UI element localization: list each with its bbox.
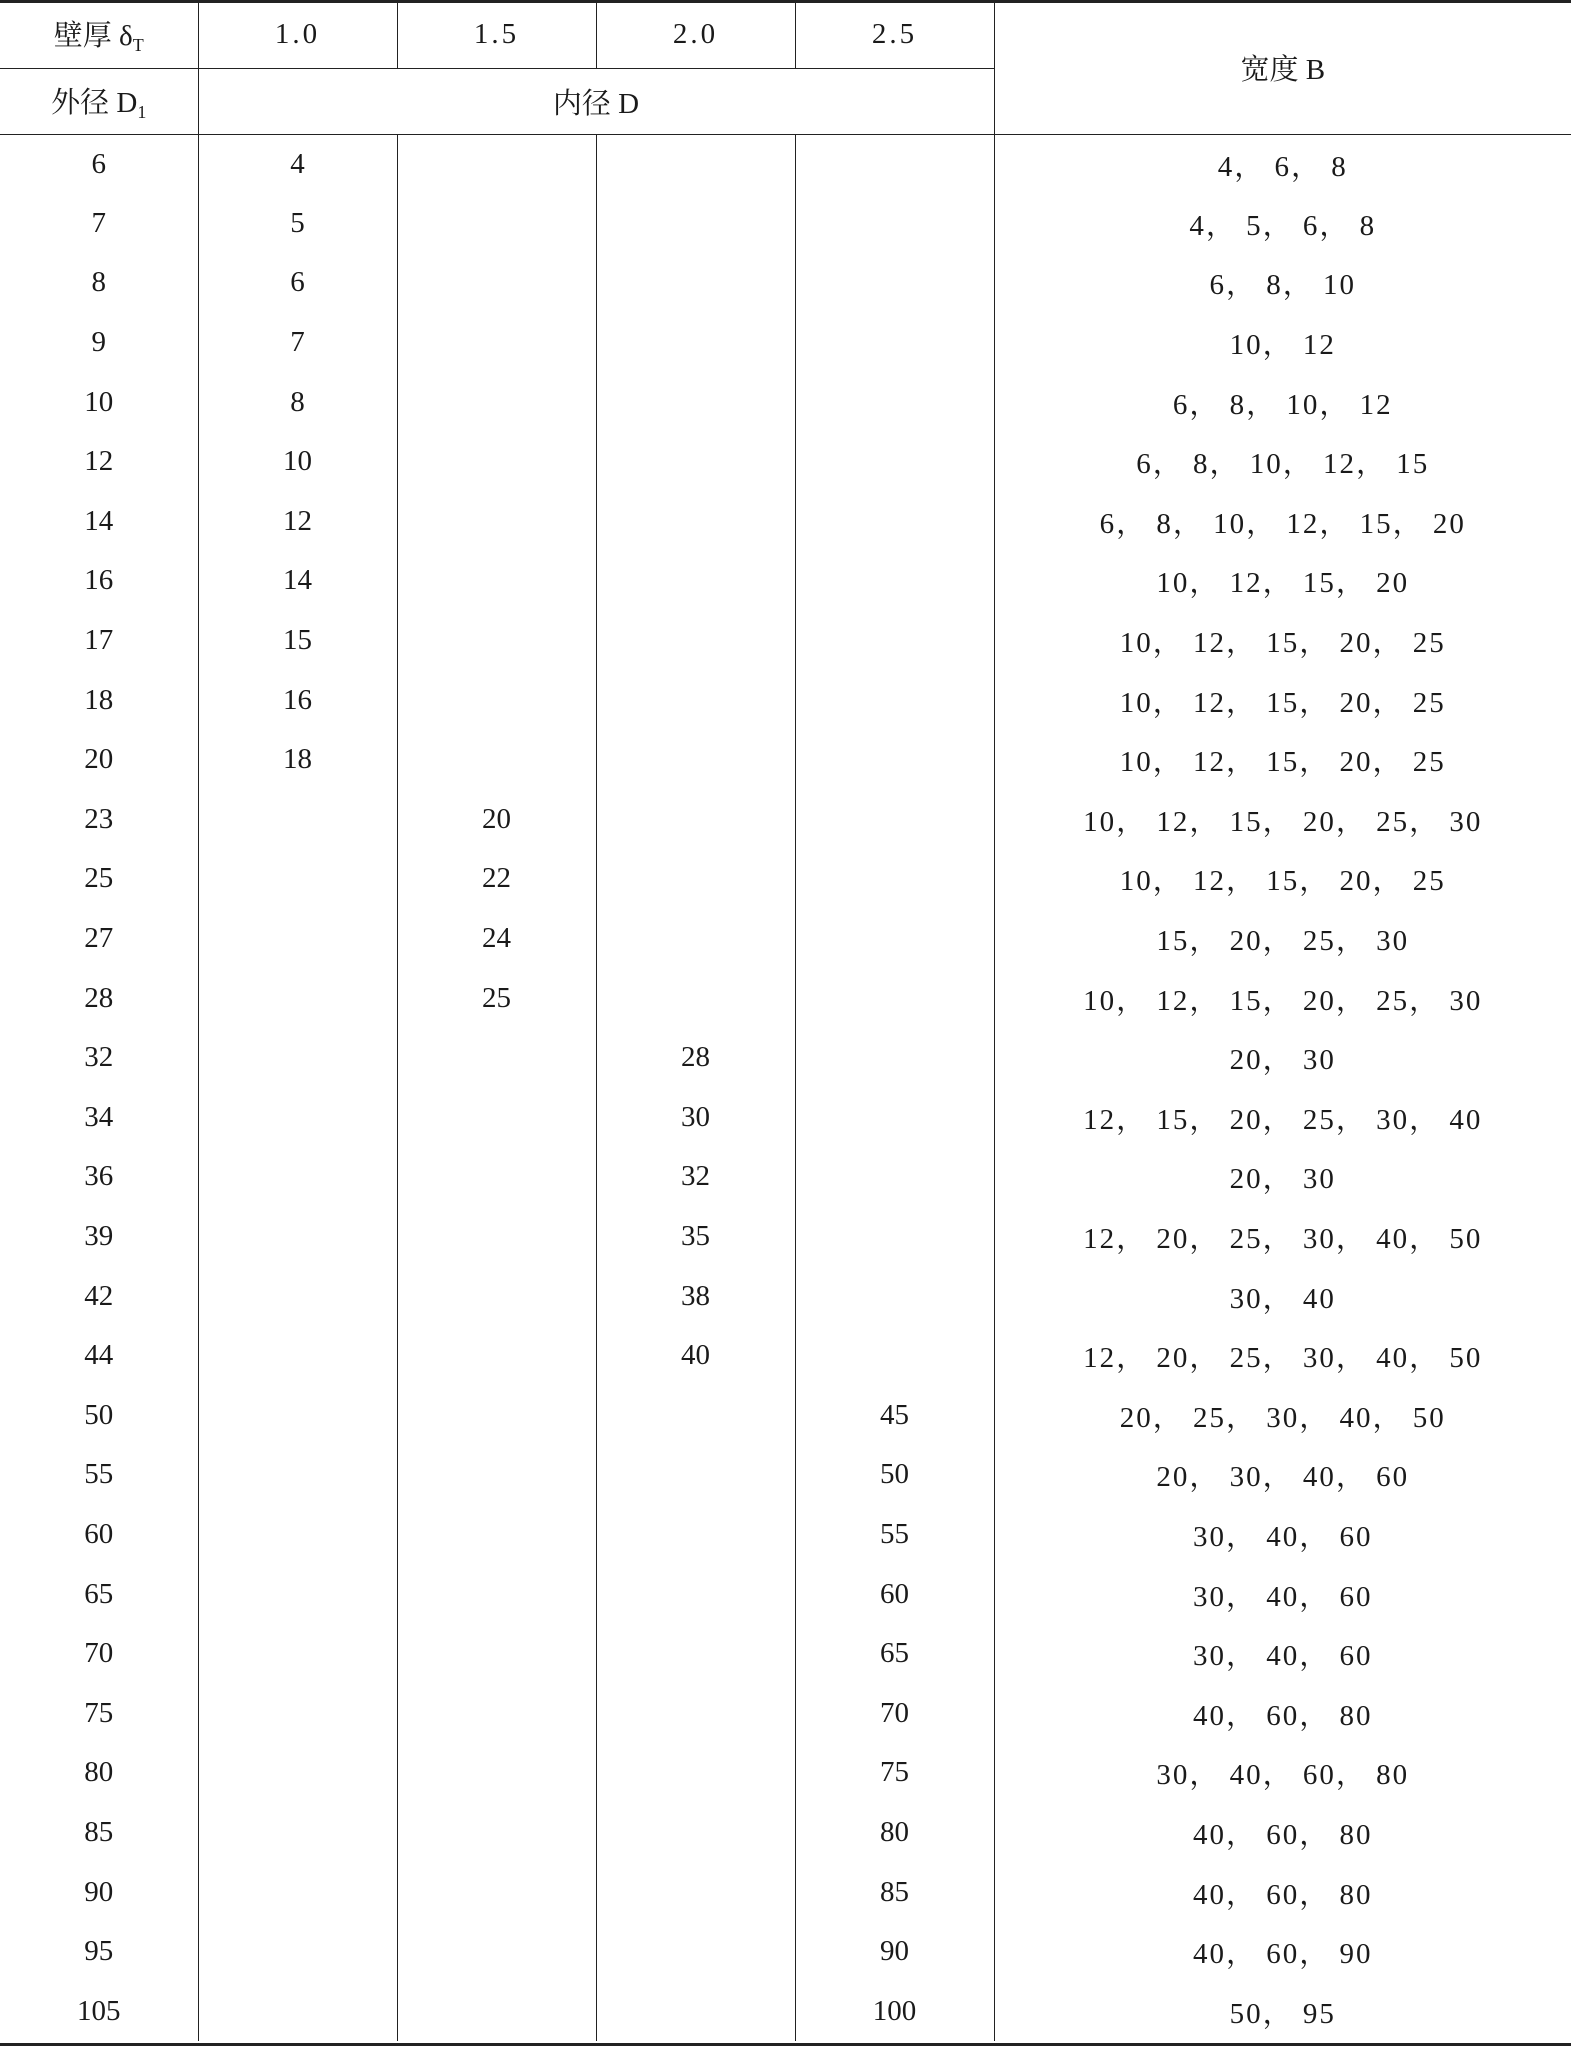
table-row (0, 1922, 1571, 1982)
inner-diameter-1-5-cell (397, 253, 596, 313)
inner-diameter-1-0-cell (198, 909, 397, 969)
inner-diameter-1-5-cell (397, 1624, 596, 1684)
outer-diameter-cell: 23 (0, 790, 198, 850)
table-row (0, 1207, 1571, 1267)
table-row (0, 611, 1571, 671)
table-row (0, 372, 1571, 432)
inner-diameter-1-5-cell (397, 1028, 596, 1088)
inner-diameter-1-0-cell: 14 (198, 551, 397, 611)
table-row (0, 1445, 1571, 1505)
width-cell: 4， 6， 8 (1217, 150, 1348, 183)
inner-diameter-2-5-cell: 75 (795, 1743, 994, 1803)
width-cell: 6， 8， 10， 12， 15 (1136, 448, 1430, 481)
outer-diameter-cell: 75 (0, 1683, 198, 1743)
width-cell: 10， 12， 15， 20， 25， 30 (1083, 984, 1483, 1017)
inner-diameter-1-5-cell: 22 (397, 849, 596, 909)
table-row (0, 1028, 1571, 1088)
width-cell: 6， 8， 10 (1209, 269, 1356, 302)
outer-diameter-cell: 39 (0, 1207, 198, 1267)
table-row (0, 790, 1571, 850)
inner-diameter-1-0-cell (198, 1028, 397, 1088)
outer-diameter-cell: 9 (0, 313, 198, 373)
inner-diameter-2-0-cell (596, 551, 795, 611)
table-row (0, 849, 1571, 909)
table-row (0, 1266, 1571, 1326)
width-cell: 10， 12， 15， 20， 25， 30 (1083, 805, 1483, 838)
inner-diameter-2-0-cell (596, 134, 795, 194)
inner-diameter-1-0-cell (198, 1803, 397, 1863)
wall-thickness-header: 壁厚 $\delta_T$ (0, 2, 198, 68)
outer-diameter-cell: 18 (0, 670, 198, 730)
outer-diameter-cell: 90 (0, 1862, 198, 1922)
thickness-2-header: 1.5 (397, 2, 596, 68)
outer-diameter-cell: 36 (0, 1147, 198, 1207)
table-row (0, 1862, 1571, 1922)
inner-diameter-1-5-cell (397, 1981, 596, 2041)
inner-diameter-2-5-cell (795, 968, 994, 1028)
inner-diameter-2-5-cell (795, 194, 994, 254)
thickness-3-header: 2.0 (596, 2, 795, 68)
inner-diameter-2-5-cell (795, 909, 994, 969)
width-cell: 10， 12， 15， 20， 25 (1119, 746, 1446, 779)
inner-diameter-1-0-cell (198, 790, 397, 850)
table-row (0, 1088, 1571, 1148)
outer-diameter-cell: 17 (0, 611, 198, 671)
table-row (0, 1743, 1571, 1803)
inner-diameter-1-0-cell (198, 1088, 397, 1148)
width-cell: 30， 40， 60 (1192, 1580, 1373, 1613)
width-cell: 15， 20， 25， 30 (1156, 925, 1410, 958)
inner-diameter-2-5-cell (795, 551, 994, 611)
width-cell: 10， 12， 15， 20， 25 (1119, 865, 1446, 898)
inner-diameter-2-5-cell: 55 (795, 1505, 994, 1565)
width-cell: 50， 95 (1229, 1997, 1336, 2030)
width-cell: 30， 40， 60 (1192, 1520, 1373, 1553)
inner-diameter-2-5-cell: 65 (795, 1624, 994, 1684)
inner-diameter-2-0-cell: 40 (596, 1326, 795, 1386)
inner-diameter-2-5-cell (795, 313, 994, 373)
table-row (0, 730, 1571, 790)
inner-diameter-header: 内径 D (198, 68, 994, 134)
table-row (0, 1564, 1571, 1624)
inner-diameter-1-0-cell (198, 849, 397, 909)
outer-diameter-cell: 44 (0, 1326, 198, 1386)
inner-diameter-1-5-cell: 25 (397, 968, 596, 1028)
inner-diameter-1-0-cell (198, 1207, 397, 1267)
outer-diameter-cell: 55 (0, 1445, 198, 1505)
inner-diameter-2-5-cell: 45 (795, 1385, 994, 1445)
inner-diameter-1-5-cell (397, 611, 596, 671)
inner-diameter-1-0-cell (198, 1862, 397, 1922)
dimensions-table (0, 2, 1571, 2041)
width-cell: 10， 12， 15， 20， 25 (1119, 686, 1446, 719)
inner-diameter-2-0-cell (596, 432, 795, 492)
inner-diameter-2-5-cell: 60 (795, 1564, 994, 1624)
inner-diameter-1-5-cell: 24 (397, 909, 596, 969)
inner-diameter-2-5-cell: 50 (795, 1445, 994, 1505)
table-row (0, 551, 1571, 611)
inner-diameter-2-0-cell: 38 (596, 1266, 795, 1326)
outer-diameter-cell: 80 (0, 1743, 198, 1803)
inner-diameter-2-0-cell (596, 909, 795, 969)
width-cell: 30， 40 (1229, 1282, 1336, 1315)
inner-diameter-1-0-cell: 10 (198, 432, 397, 492)
outer-diameter-cell: 105 (0, 1981, 198, 2041)
table-row (0, 670, 1571, 730)
inner-diameter-2-0-cell (596, 1385, 795, 1445)
thickness-4-header: 2.5 (795, 2, 994, 68)
inner-diameter-1-5-cell (397, 670, 596, 730)
outer-diameter-cell: 34 (0, 1088, 198, 1148)
inner-diameter-2-0-cell (596, 194, 795, 254)
inner-diameter-1-5-cell (397, 1922, 596, 1982)
width-cell: 40， 60， 80 (1192, 1699, 1373, 1732)
inner-diameter-2-0-cell (596, 1981, 795, 2041)
outer-diameter-header: 外径 $D_1$ (0, 68, 198, 134)
inner-diameter-2-5-cell: 100 (795, 1981, 994, 2041)
inner-diameter-2-0-cell (596, 1862, 795, 1922)
inner-diameter-1-0-cell: 15 (198, 611, 397, 671)
inner-diameter-1-0-cell: 6 (198, 253, 397, 313)
outer-diameter-cell: 70 (0, 1624, 198, 1684)
width-cell: 6， 8， 10， 12 (1172, 388, 1393, 421)
width-cell: 30， 40， 60， 80 (1156, 1759, 1410, 1792)
inner-diameter-2-5-cell (795, 372, 994, 432)
inner-diameter-2-5-cell: 80 (795, 1803, 994, 1863)
outer-diameter-cell: 14 (0, 492, 198, 552)
width-cell: 40， 60， 80 (1192, 1878, 1373, 1911)
inner-diameter-1-5-cell (397, 313, 596, 373)
inner-diameter-1-0-cell (198, 1922, 397, 1982)
width-cell: 10， 12， 15， 20 (1156, 567, 1410, 600)
width-cell: 20， 30 (1229, 1044, 1336, 1077)
outer-diameter-cell: 32 (0, 1028, 198, 1088)
outer-diameter-cell: 50 (0, 1385, 198, 1445)
inner-diameter-1-5-cell (397, 1803, 596, 1863)
inner-diameter-1-0-cell: 8 (198, 372, 397, 432)
inner-diameter-1-0-cell: 16 (198, 670, 397, 730)
inner-diameter-1-0-cell (198, 1564, 397, 1624)
table-row (0, 968, 1571, 1028)
width-cell: 20， 25， 30， 40， 50 (1119, 1401, 1446, 1434)
inner-diameter-1-5-cell (397, 1088, 596, 1148)
table-row (0, 1385, 1571, 1445)
inner-diameter-1-5-cell (397, 1326, 596, 1386)
inner-diameter-2-0-cell (596, 1445, 795, 1505)
inner-diameter-1-5-cell (397, 1147, 596, 1207)
inner-diameter-2-5-cell (795, 1147, 994, 1207)
inner-diameter-2-0-cell (596, 849, 795, 909)
width-cell: 12， 15， 20， 25， 30， 40 (1083, 1103, 1483, 1136)
inner-diameter-2-0-cell (596, 670, 795, 730)
width-cell: 12， 20， 25， 30， 40， 50 (1083, 1222, 1483, 1255)
table-row (0, 1624, 1571, 1684)
inner-diameter-2-5-cell (795, 849, 994, 909)
outer-diameter-cell: 8 (0, 253, 198, 313)
width-cell: 30， 40， 60 (1192, 1640, 1373, 1673)
table-row (0, 1803, 1571, 1863)
inner-diameter-2-0-cell (596, 1743, 795, 1803)
inner-diameter-1-5-cell (397, 551, 596, 611)
inner-diameter-2-0-cell (596, 492, 795, 552)
inner-diameter-2-0-cell: 35 (596, 1207, 795, 1267)
outer-diameter-cell: 27 (0, 909, 198, 969)
inner-diameter-2-5-cell (795, 1266, 994, 1326)
inner-diameter-1-0-cell (198, 1445, 397, 1505)
inner-diameter-2-0-cell (596, 1505, 795, 1565)
inner-diameter-2-5-cell (795, 432, 994, 492)
table-row (0, 909, 1571, 969)
outer-diameter-cell: 6 (0, 134, 198, 194)
inner-diameter-2-5-cell (795, 611, 994, 671)
inner-diameter-1-5-cell (397, 1564, 596, 1624)
inner-diameter-2-0-cell (596, 611, 795, 671)
inner-diameter-1-0-cell (198, 1743, 397, 1803)
inner-diameter-1-0-cell (198, 1385, 397, 1445)
inner-diameter-1-5-cell (397, 1207, 596, 1267)
table-row (0, 313, 1571, 373)
inner-diameter-1-5-cell (397, 372, 596, 432)
width-cell: 4， 5， 6， 8 (1189, 209, 1377, 242)
inner-diameter-2-0-cell (596, 1564, 795, 1624)
inner-diameter-2-0-cell (596, 730, 795, 790)
inner-diameter-2-5-cell: 90 (795, 1922, 994, 1982)
inner-diameter-1-5-cell (397, 194, 596, 254)
table-row (0, 253, 1571, 313)
table-row (0, 1147, 1571, 1207)
outer-diameter-cell: 10 (0, 372, 198, 432)
inner-diameter-2-5-cell (795, 790, 994, 850)
outer-diameter-cell: 16 (0, 551, 198, 611)
inner-diameter-2-0-cell (596, 1624, 795, 1684)
table-row (0, 492, 1571, 552)
outer-diameter-cell: 20 (0, 730, 198, 790)
table-row (0, 1505, 1571, 1565)
outer-diameter-cell: 60 (0, 1505, 198, 1565)
table-bottom-rule (0, 2043, 1571, 2046)
inner-diameter-2-0-cell: 32 (596, 1147, 795, 1207)
table-body (0, 134, 1571, 2041)
inner-diameter-2-0-cell (596, 1803, 795, 1863)
inner-diameter-2-5-cell (795, 492, 994, 552)
inner-diameter-1-0-cell: 7 (198, 313, 397, 373)
inner-diameter-2-5-cell (795, 670, 994, 730)
inner-diameter-2-0-cell: 28 (596, 1028, 795, 1088)
inner-diameter-2-5-cell (795, 1207, 994, 1267)
inner-diameter-1-0-cell: 18 (198, 730, 397, 790)
inner-diameter-1-0-cell (198, 1981, 397, 2041)
width-cell: 10， 12， 15， 20， 25 (1119, 627, 1446, 660)
inner-diameter-1-0-cell (198, 1683, 397, 1743)
inner-diameter-1-5-cell (397, 1743, 596, 1803)
inner-diameter-1-5-cell (397, 1266, 596, 1326)
inner-diameter-1-0-cell (198, 968, 397, 1028)
width-cell: 20， 30 (1229, 1163, 1336, 1196)
header-row-thickness (0, 2, 1571, 68)
inner-diameter-1-5-cell (397, 1683, 596, 1743)
table-row (0, 1683, 1571, 1743)
outer-diameter-cell: 85 (0, 1803, 198, 1863)
width-cell: 12， 20， 25， 30， 40， 50 (1083, 1342, 1483, 1375)
width-cell: 6， 8， 10， 12， 15， 20 (1099, 507, 1466, 540)
inner-diameter-1-5-cell (397, 134, 596, 194)
table-row (0, 194, 1571, 254)
width-cell: 20， 30， 40， 60 (1156, 1461, 1410, 1494)
inner-diameter-2-5-cell (795, 1088, 994, 1148)
inner-diameter-2-0-cell (596, 313, 795, 373)
width-header: 宽度 B (994, 2, 1571, 134)
inner-diameter-2-0-cell (596, 1683, 795, 1743)
inner-diameter-2-0-cell (596, 253, 795, 313)
outer-diameter-cell: 42 (0, 1266, 198, 1326)
inner-diameter-1-5-cell (397, 432, 596, 492)
width-cell: 40， 60， 80 (1192, 1818, 1373, 1851)
inner-diameter-2-0-cell (596, 1922, 795, 1982)
inner-diameter-1-5-cell (397, 1862, 596, 1922)
outer-diameter-cell: 65 (0, 1564, 198, 1624)
inner-diameter-2-0-cell: 30 (596, 1088, 795, 1148)
inner-diameter-1-5-cell (397, 1385, 596, 1445)
inner-diameter-1-0-cell (198, 1266, 397, 1326)
table-row (0, 432, 1571, 492)
inner-diameter-1-5-cell (397, 1505, 596, 1565)
outer-diameter-cell: 28 (0, 968, 198, 1028)
width-cell: 10， 12 (1229, 329, 1336, 362)
inner-diameter-2-5-cell (795, 1028, 994, 1088)
inner-diameter-1-0-cell: 4 (198, 134, 397, 194)
width-cell: 40， 60， 90 (1192, 1938, 1373, 1971)
inner-diameter-2-0-cell (596, 372, 795, 432)
inner-diameter-2-5-cell (795, 253, 994, 313)
inner-diameter-1-0-cell: 5 (198, 194, 397, 254)
table-row (0, 134, 1571, 194)
inner-diameter-1-5-cell (397, 492, 596, 552)
inner-diameter-1-0-cell (198, 1505, 397, 1565)
inner-diameter-1-0-cell (198, 1624, 397, 1684)
outer-diameter-cell: 95 (0, 1922, 198, 1982)
inner-diameter-1-5-cell (397, 1445, 596, 1505)
inner-diameter-1-0-cell (198, 1326, 397, 1386)
inner-diameter-2-5-cell: 85 (795, 1862, 994, 1922)
inner-diameter-2-5-cell (795, 1326, 994, 1386)
inner-diameter-2-0-cell (596, 968, 795, 1028)
outer-diameter-cell: 7 (0, 194, 198, 254)
inner-diameter-1-0-cell: 12 (198, 492, 397, 552)
inner-diameter-1-0-cell (198, 1147, 397, 1207)
outer-diameter-cell: 12 (0, 432, 198, 492)
inner-diameter-2-5-cell (795, 134, 994, 194)
outer-diameter-cell: 25 (0, 849, 198, 909)
thickness-1-header: 1.0 (198, 2, 397, 68)
inner-diameter-2-5-cell (795, 730, 994, 790)
table-row (0, 1326, 1571, 1386)
table-row (0, 1981, 1571, 2041)
inner-diameter-2-0-cell (596, 790, 795, 850)
inner-diameter-1-5-cell (397, 730, 596, 790)
inner-diameter-2-5-cell: 70 (795, 1683, 994, 1743)
inner-diameter-1-5-cell: 20 (397, 790, 596, 850)
